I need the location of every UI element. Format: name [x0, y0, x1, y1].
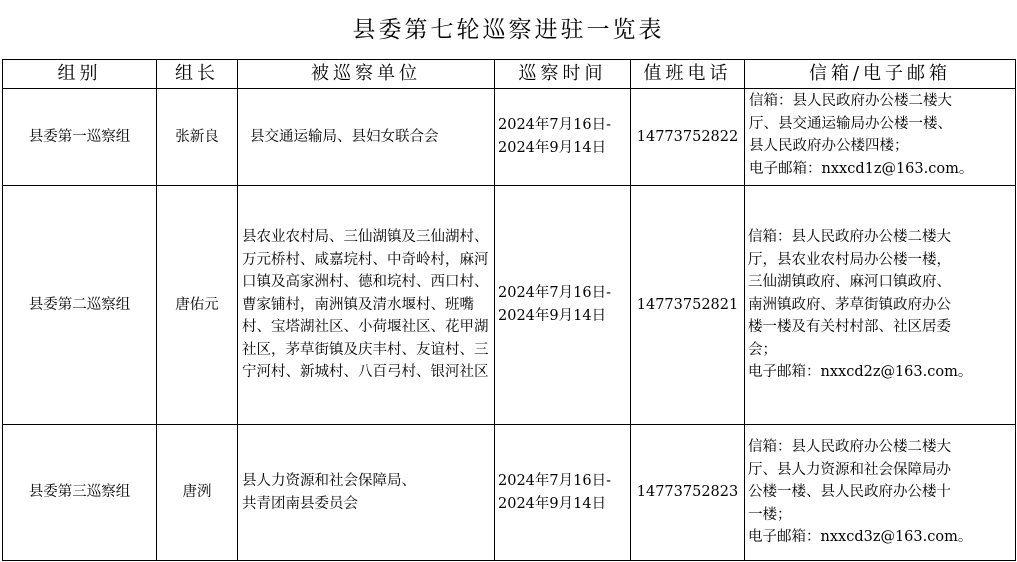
leader-cell: 张新良 — [157, 89, 238, 186]
time-start: 2024年7月16日- — [498, 117, 611, 134]
mailbox-cell — [745, 186, 1016, 425]
mailbox-line: 厅、县人力资源和社会保障局办 — [748, 461, 951, 478]
time-start: 2024年7月16日- — [498, 472, 611, 489]
mailbox-line: 公楼一楼、县人民政府办公楼十 — [748, 484, 951, 501]
mailbox-line: 厅、县交通运输局办公楼一楼、 — [749, 115, 952, 132]
mailbox-cell — [745, 89, 1016, 186]
time-end: 2024年9月14日 — [498, 140, 607, 156]
unit-line: 共青团南县委员会 — [242, 495, 358, 512]
group-cell: 县委第二巡察组 — [3, 186, 157, 425]
time-start: 2024年7月16日- — [498, 285, 611, 302]
leader-cell: 唐洌 — [157, 425, 238, 561]
time-cell — [495, 425, 631, 561]
group-cell: 县委第三巡察组 — [3, 425, 157, 561]
time-end: 2024年9月14日 — [498, 308, 607, 324]
mailbox-line: 南洲镇政府、茅草街镇政府办公 — [748, 296, 951, 313]
phone-cell: 14773752821 — [631, 186, 745, 425]
units-cell — [238, 425, 495, 561]
mailbox-line: 厅，县农业农村局办公楼一楼， — [748, 251, 951, 268]
table-row — [3, 425, 1016, 561]
inspection-roster-table — [2, 59, 1016, 561]
table-header-row — [3, 60, 1016, 89]
header-group: 组别 — [3, 60, 157, 89]
header-leader: 组长 — [157, 60, 238, 89]
table-row — [3, 186, 1016, 425]
mailbox-line: 楼一楼及有关村村部、社区居委 — [748, 319, 951, 336]
table-row — [3, 89, 1016, 186]
units-cell: 县农业农村局、三仙湖镇及三仙湖村、万元桥村、咸嘉垸村、中奇岭村，麻河口镇及高家洲村、德和垸村、西口村、曹家铺村，南洲镇及清水堰村、班嘴村、宝塔湖社区、小荷堰社区、花甲湖社区，茅草街镇及庆丰村、友谊村、三宁河村、新城村、八百弓村、银河社区 — [238, 186, 495, 425]
mailbox-line: 一楼； — [748, 506, 792, 523]
document-title: 县委第七轮巡察进驻一览表 — [352, 17, 665, 43]
mailbox-line: 会； — [748, 341, 777, 358]
mailbox-line: 信箱：县人民政府办公楼二楼大 — [748, 228, 951, 245]
mailbox-line: 信箱：县人民政府办公楼二楼大 — [748, 439, 951, 456]
unit-line: 县人力资源和社会保障局、 — [242, 472, 416, 489]
email-line: 电子邮箱：nxxcd1z@163.com。 — [749, 160, 974, 177]
phone-cell: 14773752823 — [631, 425, 745, 561]
time-cell — [495, 89, 631, 186]
group-cell: 县委第一巡察组 — [3, 89, 157, 186]
units-cell: 县交通运输局、县妇女联合会 — [238, 89, 495, 186]
time-cell — [495, 186, 631, 425]
mailbox-line: 三仙湖镇政府、麻河口镇政府、 — [748, 274, 951, 291]
header-inspected-units: 被巡察单位 — [238, 60, 495, 89]
leader-cell: 唐佑元 — [157, 186, 238, 425]
mailbox-cell — [745, 425, 1016, 561]
mailbox-line: 县人民政府办公楼四楼； — [749, 138, 909, 155]
mailbox-line: 信箱：县人民政府办公楼二楼大 — [749, 93, 952, 109]
email-line: 电子邮箱：nxxcd2z@163.com。 — [748, 364, 973, 381]
header-duty-phone: 值班电话 — [631, 60, 745, 89]
header-mailbox-email: 信箱/电子邮箱 — [745, 60, 1016, 89]
email-line: 电子邮箱：nxxcd3z@163.com。 — [748, 529, 973, 546]
time-end: 2024年9月14日 — [498, 495, 607, 512]
phone-cell: 14773752822 — [631, 89, 745, 186]
header-inspection-time: 巡察时间 — [495, 60, 631, 89]
